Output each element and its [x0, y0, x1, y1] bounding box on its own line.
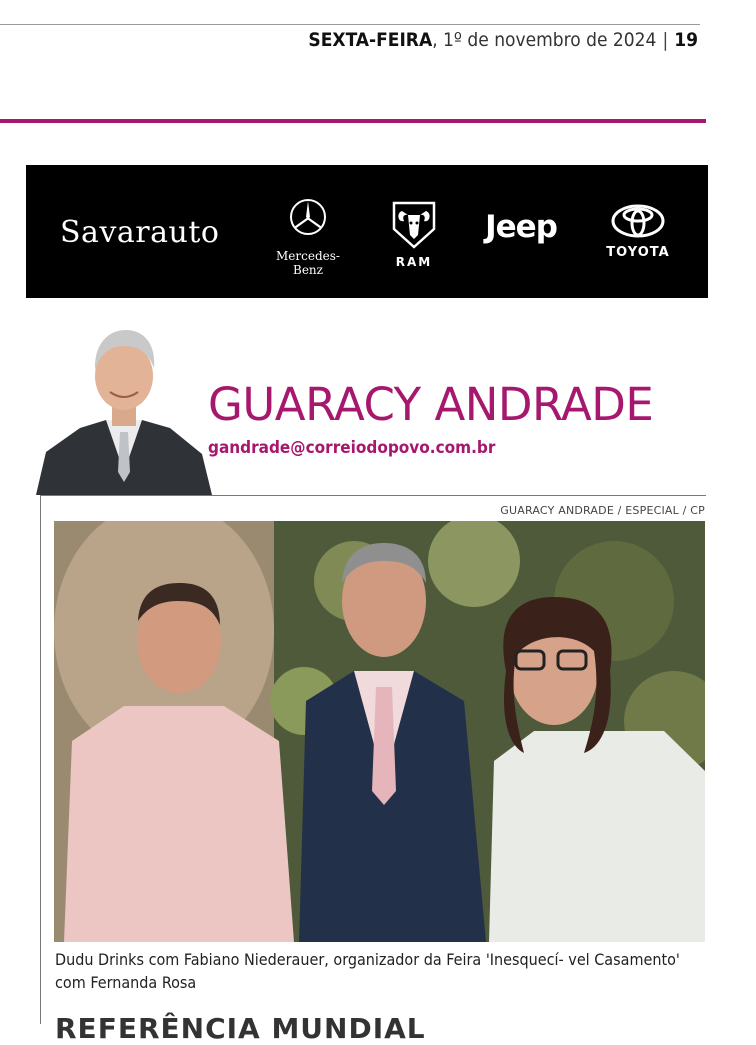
columnist-email[interactable]: gandrade@correiodopovo.com.br — [208, 438, 496, 458]
dealer-name: Savarauto — [60, 215, 220, 250]
photo-caption: Dudu Drinks com Fabiano Niederauer, organizador da Feira 'Inesquecí- vel Casamento' com Fernanda Rosa — [55, 950, 680, 992]
dateline — [308, 29, 698, 51]
author-portrait — [36, 322, 212, 495]
section-rule — [0, 119, 706, 123]
frame-rule — [40, 495, 41, 1024]
event-photo[interactable] — [54, 521, 705, 942]
brand-jeep: Jeep — [485, 209, 557, 245]
brand-ram — [382, 199, 446, 269]
ram-head-icon — [390, 199, 438, 249]
brand-label: TOYOTA — [606, 245, 670, 260]
brand-label: RAM — [395, 255, 433, 269]
separator: | — [662, 29, 669, 51]
brand-label: Mercedes-Benz — [276, 249, 340, 277]
mercedes-star-icon — [288, 197, 328, 237]
top-rule — [0, 24, 700, 25]
columnist-name: GUARACY ANDRADE — [208, 378, 654, 431]
next-headline: REFERÊNCIA MUNDIAL — [55, 1012, 426, 1045]
brand-toyota — [594, 203, 682, 260]
photo-credit: GUARACY ANDRADE / ESPECIAL / CP — [500, 504, 705, 517]
toyota-emblem-icon — [610, 203, 666, 239]
brand-mercedes — [262, 197, 354, 277]
weekday: SEXTA-FEIRA — [308, 29, 433, 51]
frame-rule — [40, 495, 706, 496]
ad-banner[interactable] — [26, 165, 708, 298]
page-number: 19 — [674, 29, 698, 51]
date-text: , 1º de novembro de 2024 — [432, 29, 657, 51]
